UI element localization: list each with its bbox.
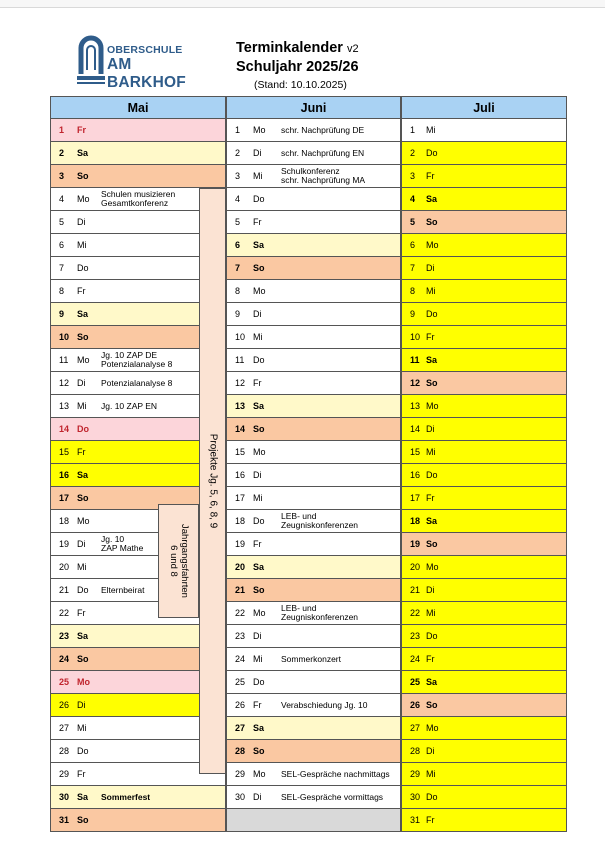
day-row <box>226 809 401 832</box>
weekday: Di <box>426 424 435 434</box>
weekday: Mo <box>253 447 266 457</box>
school-logo <box>76 34 206 91</box>
day-number: 3 <box>235 171 241 181</box>
logo-text-line1: OBERSCHULE <box>107 44 183 56</box>
day-row <box>226 211 401 234</box>
day-number: 3 <box>59 171 65 181</box>
day-number: 4 <box>235 194 241 204</box>
event-text: Jg. 10 ZAP DE Potenzialanalyse 8 <box>101 350 173 369</box>
day-row <box>401 441 567 464</box>
event-text: Jg. 10 ZAP EN <box>101 400 158 411</box>
weekday: Fr <box>253 378 262 388</box>
day-number: 12 <box>235 378 246 388</box>
day-number: 17 <box>235 493 246 503</box>
weekday: Mi <box>426 608 436 618</box>
weekday: Mo <box>426 562 439 572</box>
day-row <box>401 510 567 533</box>
day-number: 6 <box>235 240 241 250</box>
day-number: 17 <box>410 493 421 503</box>
day-number: 26 <box>410 700 421 710</box>
day-number: 5 <box>59 217 65 227</box>
day-row <box>401 211 567 234</box>
day-row <box>226 648 401 671</box>
day-row <box>401 556 567 579</box>
day-row <box>226 119 401 142</box>
weekday: So <box>77 654 89 664</box>
day-number: 7 <box>59 263 65 273</box>
day-number: 15 <box>235 447 246 457</box>
day-row <box>226 326 401 349</box>
weekday: Mo <box>77 194 90 204</box>
weekday: So <box>77 815 89 825</box>
day-row <box>401 740 567 763</box>
day-number: 28 <box>235 746 246 756</box>
weekday: Mi <box>426 769 436 779</box>
day-row <box>401 579 567 602</box>
day-row <box>226 349 401 372</box>
day-number: 14 <box>235 424 246 434</box>
day-row <box>401 786 567 809</box>
day-number: 1 <box>59 125 65 135</box>
day-number: 19 <box>59 539 70 549</box>
day-row <box>226 372 401 395</box>
event-text: Schulkonferenz schr. Nachprüfung MA <box>281 166 366 185</box>
day-row <box>226 625 401 648</box>
day-number: 29 <box>59 769 70 779</box>
weekday: Mo <box>426 723 439 733</box>
month-header: Mai <box>50 96 226 119</box>
weekday: Sa <box>77 792 89 802</box>
day-row <box>401 625 567 648</box>
weekday: Di <box>253 309 262 319</box>
day-number: 2 <box>410 148 416 158</box>
day-number: 2 <box>235 148 241 158</box>
event-text: Sommerfest <box>101 791 151 802</box>
month-header: Juni <box>226 96 401 119</box>
day-number: 6 <box>410 240 416 250</box>
day-row <box>401 303 567 326</box>
day-row <box>226 694 401 717</box>
weekday: Sa <box>426 516 438 526</box>
weekday: Do <box>253 194 265 204</box>
calendar-table <box>50 96 567 825</box>
weekday: So <box>426 378 438 388</box>
day-number: 11 <box>410 355 420 365</box>
day-number: 11 <box>235 355 245 365</box>
weekday: Di <box>77 539 86 549</box>
weekday: Di <box>426 263 435 273</box>
day-row <box>401 395 567 418</box>
day-number: 11 <box>59 355 69 365</box>
day-number: 30 <box>410 792 421 802</box>
weekday: Sa <box>253 562 265 572</box>
weekday: So <box>253 263 265 273</box>
weekday: Mi <box>77 240 87 250</box>
day-number: 16 <box>235 470 246 480</box>
weekday: Mi <box>426 286 436 296</box>
page-title-text: Terminkalender <box>236 40 343 56</box>
day-row <box>401 809 567 832</box>
day-number: 1 <box>410 125 416 135</box>
weekday: Mi <box>253 171 263 181</box>
event-text: Elternbeirat <box>101 584 145 595</box>
weekday: Mo <box>253 769 266 779</box>
weekday: Do <box>253 516 265 526</box>
day-number: 22 <box>410 608 421 618</box>
event-text: SEL-Gespräche nachmittags <box>281 768 390 779</box>
day-number: 12 <box>59 378 70 388</box>
day-row <box>401 487 567 510</box>
day-row <box>50 165 226 188</box>
day-row <box>226 786 401 809</box>
day-row <box>226 740 401 763</box>
event-text: SEL-Gespräche vormittags <box>281 791 384 802</box>
jahrgangsfahrten-bar <box>158 504 199 618</box>
day-number: 7 <box>235 263 241 273</box>
weekday: So <box>426 539 438 549</box>
day-row <box>401 349 567 372</box>
day-row <box>226 303 401 326</box>
event-text: Potenzialanalyse 8 <box>101 377 173 388</box>
weekday: Mi <box>253 654 263 664</box>
weekday: Fr <box>253 539 262 549</box>
day-number: 30 <box>59 792 70 802</box>
day-row <box>401 533 567 556</box>
day-number: 13 <box>235 401 246 411</box>
day-number: 6 <box>59 240 65 250</box>
weekday: Fr <box>426 654 435 664</box>
day-number: 9 <box>235 309 241 319</box>
weekday: Do <box>426 792 438 802</box>
day-number: 10 <box>59 332 70 342</box>
weekday: So <box>77 332 89 342</box>
day-number: 29 <box>235 769 246 779</box>
day-number: 1 <box>235 125 241 135</box>
weekday: Do <box>253 677 265 687</box>
day-number: 8 <box>59 286 65 296</box>
day-number: 25 <box>59 677 70 687</box>
day-number: 21 <box>59 585 70 595</box>
day-number: 10 <box>235 332 246 342</box>
weekday: Di <box>253 470 262 480</box>
projekte-label: Projekte Jg. 5, 6, 8, 9 <box>207 433 218 529</box>
jahrgangsfahrten-label: Jahrgangsfahrten 6 und 8 <box>167 524 190 598</box>
day-row <box>226 280 401 303</box>
weekday: Di <box>253 792 262 802</box>
weekday: Mo <box>77 355 90 365</box>
weekday: Di <box>77 700 86 710</box>
day-row <box>226 257 401 280</box>
weekday: Mo <box>253 125 266 135</box>
day-row <box>401 326 567 349</box>
day-number: 7 <box>410 263 416 273</box>
day-number: 24 <box>235 654 246 664</box>
day-number: 26 <box>59 700 70 710</box>
day-row <box>401 119 567 142</box>
day-number: 14 <box>59 424 70 434</box>
day-number: 29 <box>410 769 421 779</box>
weekday: Mo <box>253 286 266 296</box>
day-number: 27 <box>235 723 246 733</box>
weekday: Di <box>253 631 262 641</box>
day-row <box>401 648 567 671</box>
day-row <box>401 234 567 257</box>
day-row <box>401 418 567 441</box>
logo-text-line2: AM BARKHOF <box>107 56 186 91</box>
day-number: 18 <box>235 516 246 526</box>
day-row <box>226 487 401 510</box>
weekday: Fr <box>253 700 262 710</box>
day-row <box>50 809 226 832</box>
day-row <box>226 441 401 464</box>
day-row <box>226 395 401 418</box>
day-row <box>226 579 401 602</box>
weekday: Fr <box>426 493 435 503</box>
weekday: Sa <box>77 148 89 158</box>
day-number: 19 <box>235 539 246 549</box>
day-number: 20 <box>59 562 70 572</box>
day-number: 18 <box>410 516 421 526</box>
event-text: schr. Nachprüfung EN <box>281 147 365 158</box>
weekday: Sa <box>77 470 89 480</box>
day-row <box>226 510 401 533</box>
weekday: Fr <box>77 769 86 779</box>
day-number: 5 <box>410 217 416 227</box>
day-number: 8 <box>410 286 416 296</box>
day-row <box>226 556 401 579</box>
weekday: Di <box>77 217 86 227</box>
day-number: 24 <box>410 654 421 664</box>
weekday: Di <box>426 746 435 756</box>
weekday: Sa <box>77 309 89 319</box>
day-row <box>226 533 401 556</box>
event-text: Schulen musizieren Gesamtkonferenz <box>101 189 176 208</box>
day-number: 13 <box>410 401 421 411</box>
event-text: Sommerkonzert <box>281 653 341 664</box>
day-number: 15 <box>410 447 421 457</box>
day-number: 24 <box>59 654 70 664</box>
window-top-bar <box>0 0 605 8</box>
projekte-bar <box>199 188 226 774</box>
day-number: 27 <box>59 723 70 733</box>
day-row <box>401 464 567 487</box>
event-text: schr. Nachprüfung DE <box>281 124 365 135</box>
day-number: 4 <box>59 194 65 204</box>
weekday: Di <box>77 378 86 388</box>
stand-date: (Stand: 10.10.2025) <box>254 79 347 91</box>
day-number: 31 <box>59 815 70 825</box>
event-text: Verabschiedung Jg. 10 <box>281 699 368 710</box>
day-row <box>401 165 567 188</box>
weekday: Sa <box>77 631 89 641</box>
weekday: Mi <box>253 493 263 503</box>
event-text: LEB- und Zeugniskonferenzen <box>281 511 359 530</box>
day-number: 2 <box>59 148 65 158</box>
weekday: Fr <box>77 447 86 457</box>
day-number: 20 <box>410 562 421 572</box>
day-number: 16 <box>59 470 70 480</box>
day-number: 28 <box>59 746 70 756</box>
day-number: 20 <box>235 562 246 572</box>
day-number: 23 <box>235 631 246 641</box>
day-row <box>226 464 401 487</box>
weekday: So <box>253 746 265 756</box>
weekday: Do <box>426 309 438 319</box>
day-row <box>226 188 401 211</box>
weekday: Mo <box>426 240 439 250</box>
day-row <box>401 372 567 395</box>
day-number: 10 <box>410 332 421 342</box>
day-row <box>226 671 401 694</box>
day-row <box>401 694 567 717</box>
day-row <box>401 602 567 625</box>
weekday: Fr <box>253 217 262 227</box>
weekday: Mo <box>253 608 266 618</box>
day-number: 28 <box>410 746 421 756</box>
day-number: 22 <box>59 608 70 618</box>
version-label: v2 <box>346 43 359 55</box>
weekday: Mi <box>426 447 436 457</box>
day-number: 22 <box>235 608 246 618</box>
day-number: 26 <box>235 700 246 710</box>
weekday: Do <box>77 263 89 273</box>
day-row <box>226 234 401 257</box>
weekday: Di <box>426 585 435 595</box>
day-row <box>401 671 567 694</box>
event-text: LEB- und Zeugniskonferenzen <box>281 603 359 622</box>
day-row <box>226 142 401 165</box>
day-number: 23 <box>410 631 421 641</box>
day-number: 13 <box>59 401 70 411</box>
day-row <box>401 763 567 786</box>
day-row <box>50 786 226 809</box>
day-number: 30 <box>235 792 246 802</box>
weekday: So <box>77 171 89 181</box>
weekday: Do <box>426 631 438 641</box>
weekday: Sa <box>253 401 265 411</box>
weekday: Sa <box>253 723 265 733</box>
day-row <box>401 257 567 280</box>
weekday: So <box>77 493 89 503</box>
event-text: Jg. 10 ZAP Mathe <box>101 534 144 553</box>
weekday: Mo <box>77 677 90 687</box>
day-number: 3 <box>410 171 416 181</box>
day-number: 21 <box>235 585 246 595</box>
weekday: Fr <box>426 171 435 181</box>
weekday: Fr <box>426 332 435 342</box>
day-number: 25 <box>410 677 421 687</box>
day-number: 5 <box>235 217 241 227</box>
weekday: So <box>253 585 265 595</box>
weekday: Mi <box>77 401 87 411</box>
day-row <box>226 763 401 786</box>
day-number: 16 <box>410 470 421 480</box>
weekday: Fr <box>77 608 86 618</box>
day-number: 25 <box>235 677 246 687</box>
day-number: 23 <box>59 631 70 641</box>
day-number: 9 <box>59 309 65 319</box>
day-row <box>226 717 401 740</box>
weekday: Do <box>426 470 438 480</box>
weekday: Do <box>77 585 89 595</box>
weekday: Mi <box>77 562 87 572</box>
weekday: Mo <box>77 516 90 526</box>
day-number: 15 <box>59 447 70 457</box>
day-number: 18 <box>59 516 70 526</box>
weekday: Sa <box>426 355 438 365</box>
weekday: Do <box>253 355 265 365</box>
weekday: Mi <box>253 332 263 342</box>
weekday: Do <box>426 148 438 158</box>
weekday: Sa <box>253 240 265 250</box>
day-row <box>401 188 567 211</box>
day-row <box>50 119 226 142</box>
weekday: So <box>426 700 438 710</box>
day-number: 19 <box>410 539 421 549</box>
day-row <box>401 280 567 303</box>
weekday: Do <box>77 746 89 756</box>
day-row <box>401 142 567 165</box>
day-number: 31 <box>410 815 421 825</box>
weekday: Do <box>77 424 89 434</box>
day-row <box>226 602 401 625</box>
day-row <box>50 142 226 165</box>
month-header: Juli <box>401 96 567 119</box>
weekday: So <box>253 424 265 434</box>
day-number: 14 <box>410 424 421 434</box>
weekday: Mi <box>77 723 87 733</box>
day-number: 21 <box>410 585 421 595</box>
day-number: 17 <box>59 493 70 503</box>
day-number: 12 <box>410 378 421 388</box>
page-title <box>236 40 359 56</box>
weekday: Fr <box>77 286 86 296</box>
weekday: Sa <box>426 677 438 687</box>
day-row <box>401 717 567 740</box>
day-number: 9 <box>410 309 416 319</box>
weekday: Fr <box>77 125 86 135</box>
weekday: Sa <box>426 194 438 204</box>
school-year-title: Schuljahr 2025/26 <box>236 59 359 75</box>
weekday: Mi <box>426 125 436 135</box>
weekday: Fr <box>426 815 435 825</box>
weekday: So <box>426 217 438 227</box>
weekday: Mo <box>426 401 439 411</box>
day-number: 4 <box>410 194 416 204</box>
day-row <box>226 418 401 441</box>
day-row <box>226 165 401 188</box>
school-logo-icon <box>76 34 106 86</box>
day-number: 27 <box>410 723 421 733</box>
day-number: 8 <box>235 286 241 296</box>
weekday: Di <box>253 148 262 158</box>
